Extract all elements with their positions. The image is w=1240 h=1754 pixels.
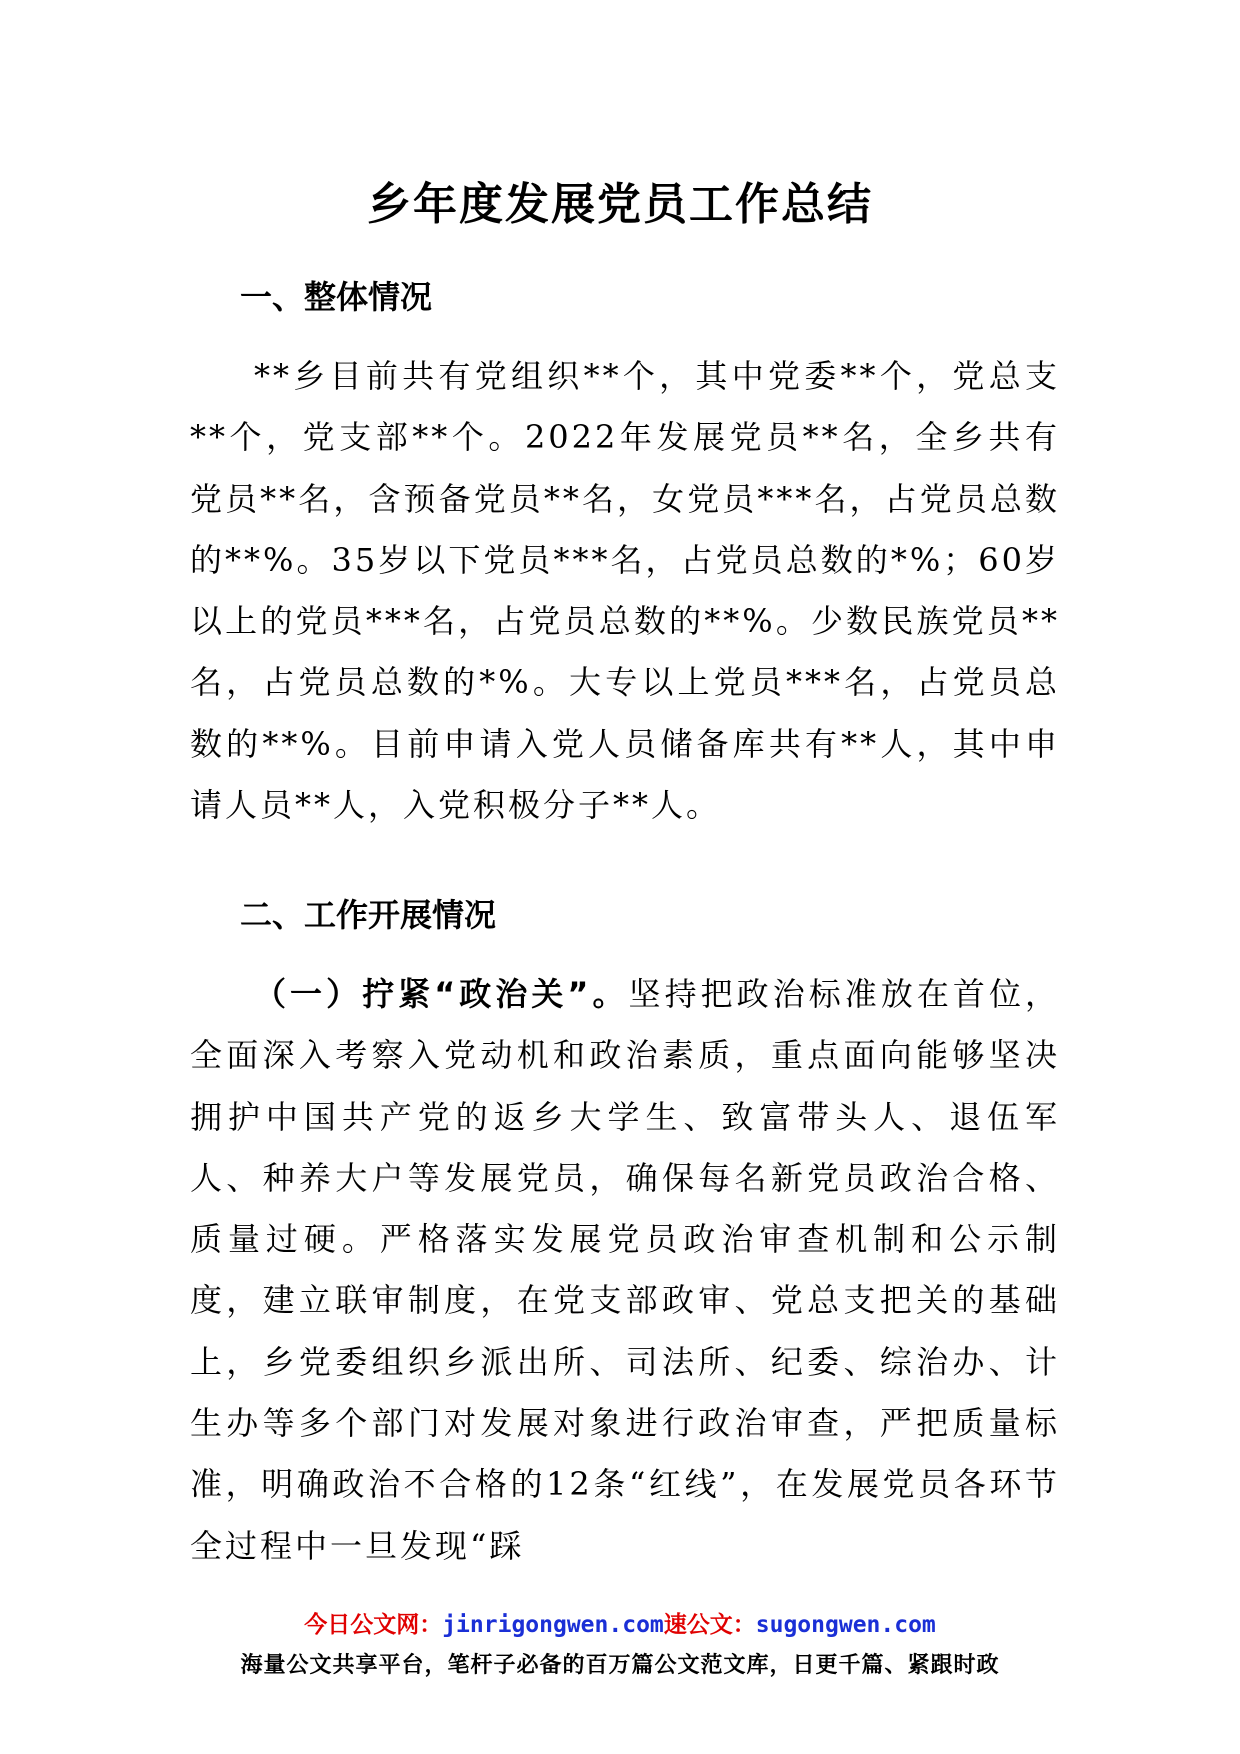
footer-sites bbox=[0, 1606, 1240, 1639]
subsection-body-politics: 坚持把政治标准放在首位，全面深入考察入党动机和政治素质，重点面向能够坚决拥护中国共产党的返乡大学生、致富带头人、退伍军人、种养大户等发展党员，确保每名新党员政治合格、质量过硬。严格落实发展党员政治审查机制和公示制度，建立联审制度，在党支部政审、党总支把关的基础上，乡党委组织乡派出所、司法所、纪委、综治办、计生办等多个部门对发展对象进行政治审查，严把质量标准，明确政治不合格的12条“红线”，在发展党员各环节全过程中一旦发现“踩 bbox=[190, 975, 1060, 1565]
footer-site1-link[interactable]: jinrigongwen.com bbox=[442, 1612, 664, 1638]
footer-site2-link[interactable]: sugongwen.com bbox=[755, 1612, 936, 1638]
document-title: 乡年度发展党员工作总结 bbox=[367, 179, 873, 230]
section-paragraph-overview: **乡目前共有党组织**个，其中党委**个，党总支**个，党支部**个。2022年发展党员**名，全乡共有党员**名，含预备党员**名，女党员***名，占党员总数的**%。35岁以下党员***名，占党员总数的*%；60岁以上的党员***名，占党员总数的**%。少数民族党员**名，占党员总数的*%。大专以上党员***名，占党员总数的**%。目前申请入党人员储备库共有**人，其中申请人员**人，入党积极分子**人。 bbox=[190, 357, 1060, 825]
footer-slogan: 海量公文共享平台，笔杆子必备的百万篇公文范文库，日更千篇、紧跟时政 bbox=[240, 1653, 1000, 1678]
section-heading-overview: 一、整体情况 bbox=[240, 278, 433, 316]
section-heading-work: 二、工作开展情况 bbox=[240, 896, 497, 934]
section-paragraph-work bbox=[190, 964, 1060, 1577]
subsection-lead-politics: （一）拧紧“政治关”。 bbox=[254, 975, 629, 1013]
footer-site1-label: 今日公文网： bbox=[304, 1612, 443, 1638]
footer-site2-label: 速公文： bbox=[663, 1612, 756, 1638]
